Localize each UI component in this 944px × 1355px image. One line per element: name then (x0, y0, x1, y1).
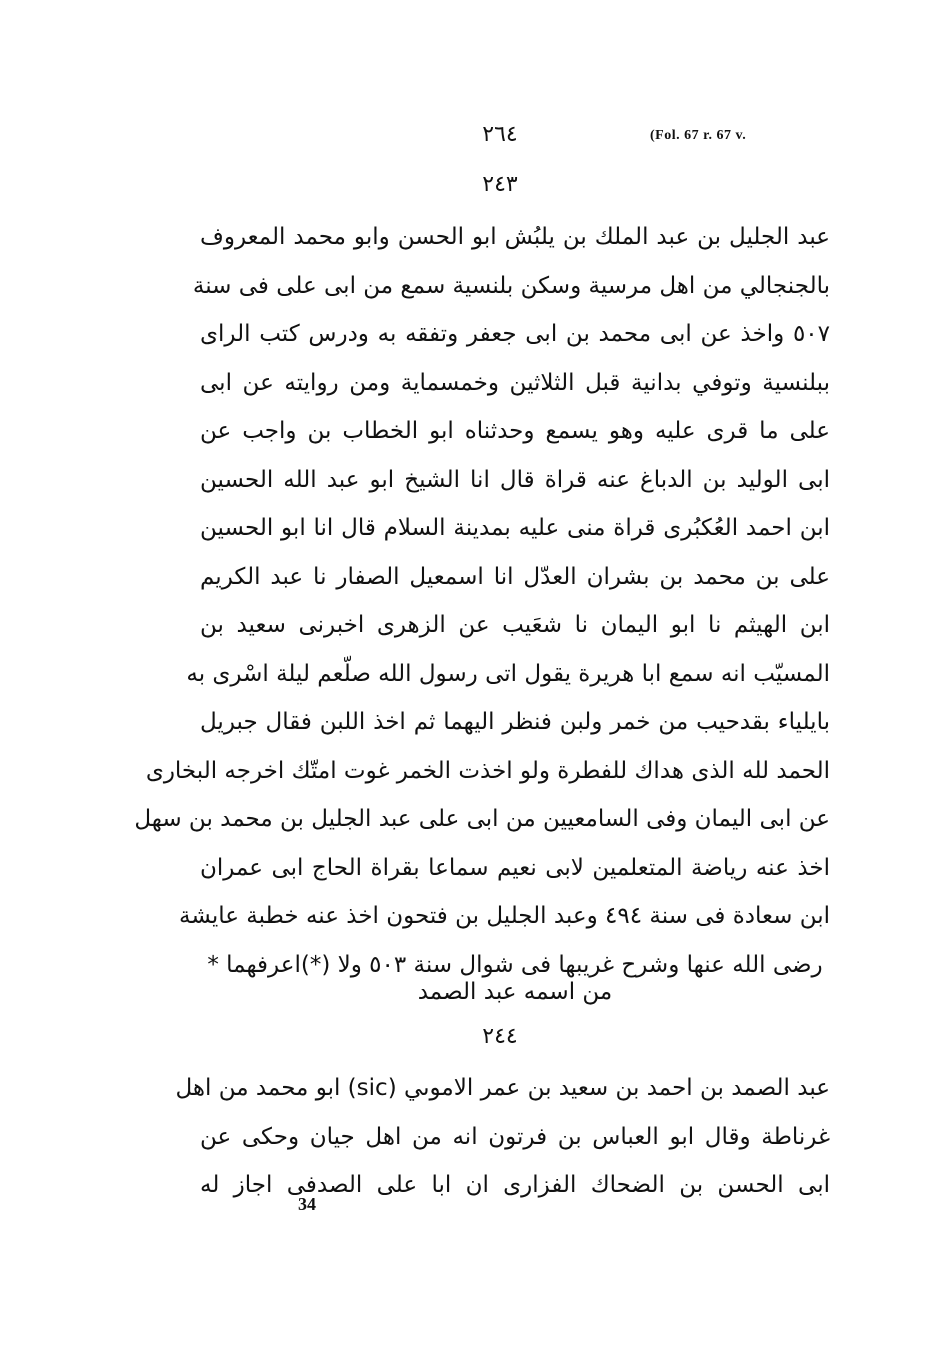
text-line: بايلياء بقدحيب من خمر ولبن فنظر اليهما ثم اخذ اللبن فقال جبريل (200, 709, 830, 735)
folio-reference: (Fol. 67 r. 67 v. (650, 128, 747, 143)
section-heading: من اسمه عبد الصمد (417, 979, 613, 1005)
text-line: رضى الله عنها وشرح غريبها فى شوال سنة ٥٠٣ ولا (*)اعرفهما * (207, 951, 823, 978)
text-line: عن ابى اليمان وفى السامعيين من ابى على عبد الجليل بن محمد بن سهل (134, 806, 830, 832)
entry-text (175, 1064, 830, 1210)
text-line: ٥٠٧ واخذ عن ابى محمد بن ابى جعفر وتفقه به ودرس كتب الراى (200, 321, 830, 347)
text-line: ابن سعادة فى سنة ٤٩٤ وعبد الجليل بن فتحون اخذ عنه خطبة عايشة (178, 903, 830, 929)
entry-number: ٢٤٣ (482, 172, 518, 197)
text-line: ابن احمد العُكبُرى قراة منى عليه بمدينة السلام قال انا ابو الحسين (200, 515, 830, 541)
text-line: غرناطة وقال ابو العباس بن فرتون انه من اهل جيان وحكى عن (200, 1123, 830, 1150)
text-line: عبد الجليل بن عبد الملك بن يلبُش ابو الحسن وابو محمد المعروف (200, 224, 830, 250)
text-line: على ما قرى عليه وهو يسمع وحدثناه ابو الخطاب بن واجب عن (200, 418, 830, 444)
text-line: اخذ عنه رياضة المتعلمين لابى نعيم سماعا بقراة الحاج ابى عمران (200, 854, 830, 881)
text-line: ابى الحسن بن الضحاك الفزارى ان ابا على الصدفى اجاز له (200, 1172, 830, 1198)
text-line: بالجنجالي من اهل مرسية وسكن بلنسية سمع من ابى على فى سنة (192, 272, 830, 299)
text-line: على بن محمد بن بشران العدّل انا اسمعيل الصفار نا عبد الكريم (200, 563, 830, 590)
text-line: الحمد لله الذى هداك للفطرة ولو اخذت الخمر غوت امتّك اخرجه البخارى (145, 757, 830, 784)
page-number: ٢٦٤ (482, 122, 518, 147)
text-line: عبد الصمد بن احمد بن سعيد بن عمر الاموىي (sic) ابو محمد من اهل (175, 1075, 830, 1101)
text-line: ابن الهيثم نا ابو اليمان نا شعَيب عن الزهرى اخبرنى سعيد بن (200, 612, 830, 638)
entry-text (134, 213, 830, 989)
text-line: ابى الوليد بن الدباغ عنه قراة قال انا الشيخ ابو عبد الله الحسين (200, 466, 830, 493)
sheet-signature: 34 (298, 1194, 316, 1214)
text-line: المسيّب انه سمع ابا هريرة يقول اتى رسول الله صلّعم ليلة اسْرى به (186, 660, 830, 687)
entry-number: ٢٤٤ (482, 1024, 518, 1049)
text-line: ببلنسية وتوفي بدانية قبل الثلاثين وخمسماية ومن روايته عن ابى (200, 369, 830, 396)
